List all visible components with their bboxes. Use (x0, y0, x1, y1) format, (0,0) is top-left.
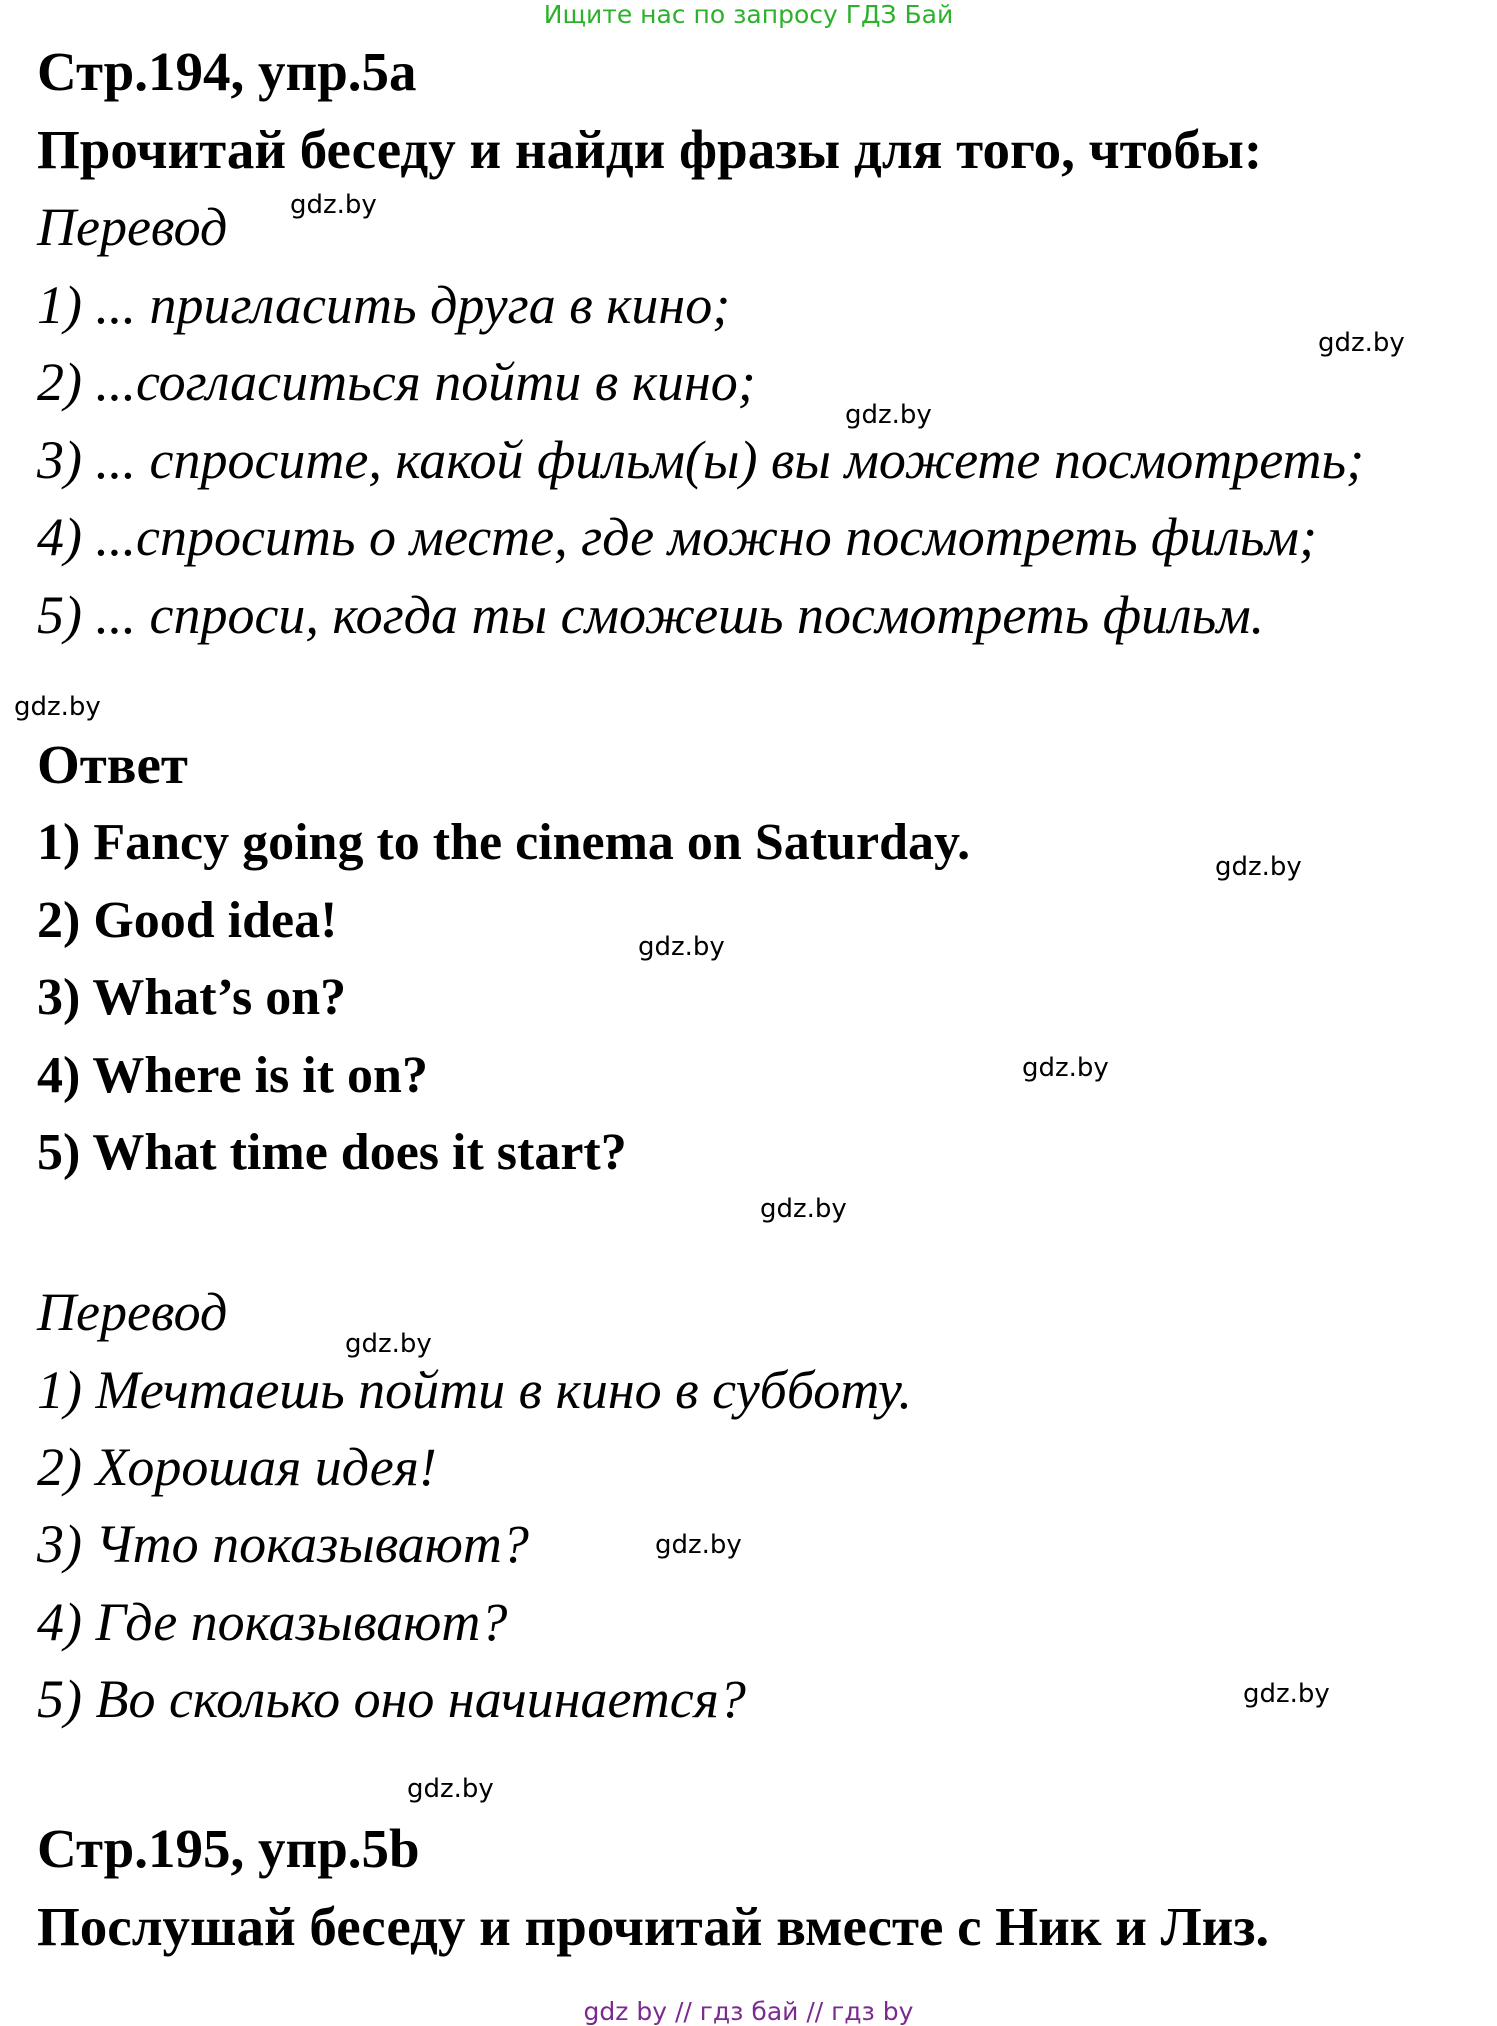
section1-item-2: 2) ...согласиться пойти в кино; (37, 352, 756, 412)
answer-translation-item-5: 5) Во сколько оно начинается? (37, 1669, 746, 1729)
watermark: gdz.by (760, 1194, 847, 1224)
answer-translation-item-2: 2) Хорошая идея! (37, 1437, 437, 1497)
watermark: gdz.by (14, 692, 101, 722)
watermark: gdz.by (1215, 852, 1302, 882)
watermark: gdz.by (1318, 328, 1405, 358)
answer-label: Ответ (37, 734, 188, 795)
watermark: gdz.by (1243, 1679, 1330, 1709)
footer: gdz by // гдз бай // гдз by (583, 1997, 914, 2026)
section2-task: Послушай беседу и прочитай вместе с Ник и Лиз. (37, 1896, 1270, 1957)
watermark: gdz.by (845, 400, 932, 430)
top-banner: Ищите нас по запросу ГДЗ Бай (543, 0, 954, 29)
answer-item-3: 3) What’s on? (37, 969, 347, 1026)
answer-translation-item-4: 4) Где показывают? (37, 1592, 508, 1652)
section1-translation-label: Перевод (37, 197, 228, 257)
answer-item-4: 4) Where is it on? (37, 1047, 428, 1104)
section1-task: Прочитай беседу и найди фразы для того, чтобы: (37, 119, 1263, 180)
watermark: gdz.by (345, 1329, 432, 1359)
watermark: gdz.by (638, 932, 725, 962)
watermark: gdz.by (290, 190, 377, 220)
answer-translation-item-3: 3) Что показывают? (37, 1514, 529, 1574)
section1-item-1: 1) ... пригласить друга в кино; (37, 275, 731, 335)
section1-title: Стр.194, упр.5а (37, 41, 417, 102)
watermark: gdz.by (407, 1774, 494, 1804)
answer-item-5: 5) What time does it start? (37, 1124, 627, 1181)
answer-item-2: 2) Good idea! (37, 892, 338, 949)
answer-translation-item-1: 1) Мечтаешь пойти в кино в субботу. (37, 1360, 912, 1420)
watermark: gdz.by (655, 1530, 742, 1560)
section1-item-5: 5) ... спроси, когда ты сможешь посмотреть фильм. (37, 585, 1265, 645)
section2-title: Стр.195, упр.5b (37, 1818, 420, 1879)
section1-item-3: 3) ... спросите, какой фильм(ы) вы можете посмотреть; (37, 430, 1365, 490)
answer-item-1: 1) Fancy going to the cinema on Saturday. (37, 814, 971, 871)
watermark: gdz.by (1022, 1053, 1109, 1083)
section1-item-4: 4) ...спросить о месте, где можно посмотреть фильм; (37, 507, 1317, 567)
answer-translation-label: Перевод (37, 1282, 228, 1342)
